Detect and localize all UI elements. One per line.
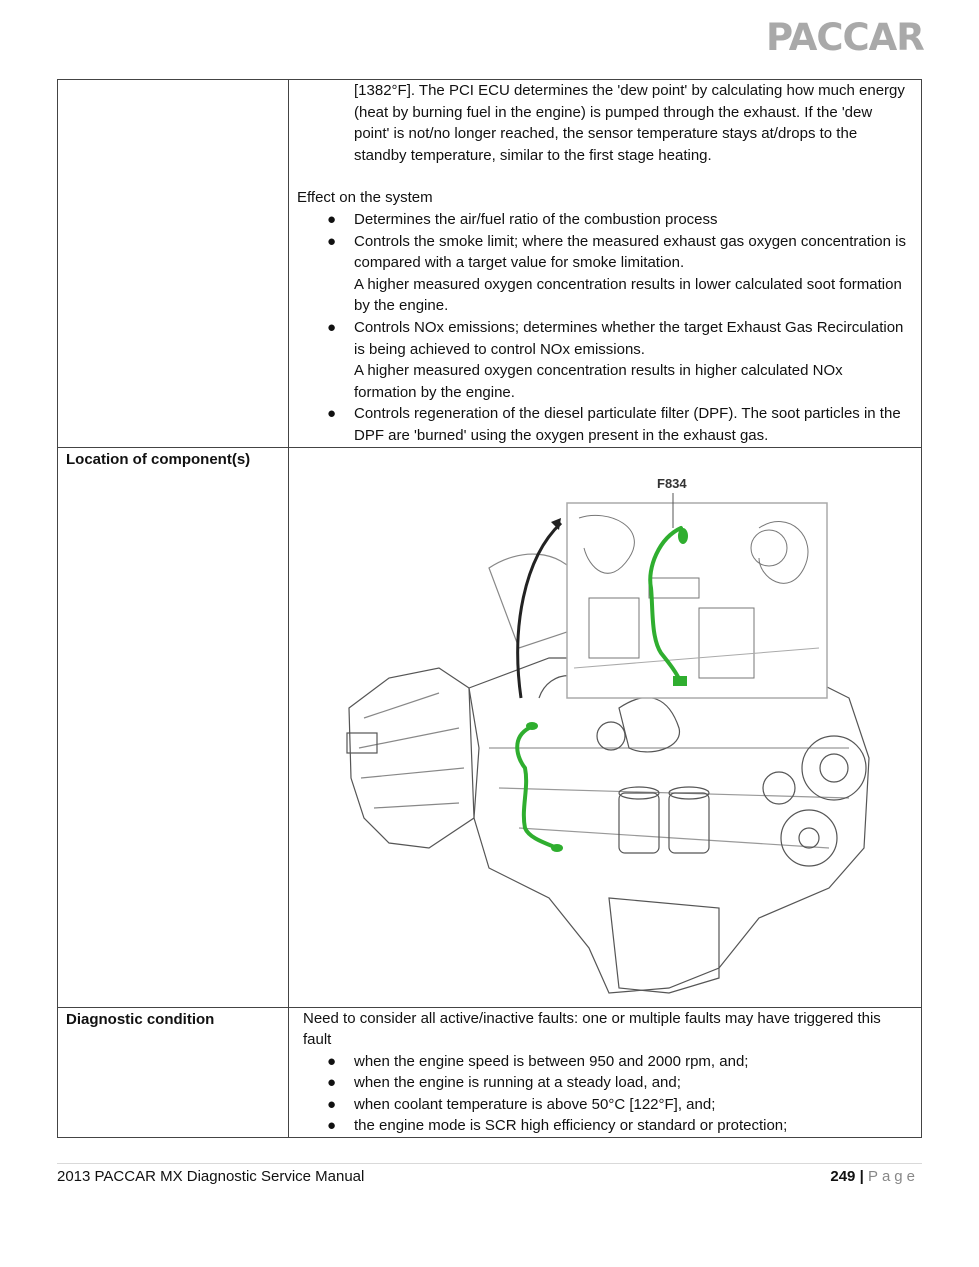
condition-list <box>289 1051 921 1137</box>
list-item: ● when coolant temperature is above 50°C [122°F], and; <box>327 1095 716 1113</box>
figure-cell <box>289 447 922 1007</box>
table-row <box>58 1007 922 1138</box>
pointer-arrow <box>518 523 561 698</box>
component-callout: F834 <box>657 475 687 491</box>
diagnostic-cell <box>289 1007 922 1138</box>
list-item: ● Controls NOx emissions; determines whether the target Exhaust Gas Recirculation is being achieved to control NOx emissions. A higher measured oxygen concentration results in higher calculated NOx formation by the engine. <box>327 318 904 401</box>
list-item: ● when the engine is running at a steady load, and; <box>327 1074 681 1092</box>
effect-list <box>289 209 921 447</box>
footer-title: 2013 PACCAR MX Diagnostic Service Manual <box>57 1168 365 1185</box>
description-cell <box>289 80 922 448</box>
list-item: ● Determines the air/fuel ratio of the combustion process <box>327 210 718 228</box>
page-separator: | <box>859 1168 864 1185</box>
paccar-logo: PACCAR <box>766 16 924 59</box>
effect-heading: Effect on the system <box>297 189 433 207</box>
page-word: Page <box>867 1168 919 1185</box>
location-label: Location of component(s) <box>66 450 251 468</box>
list-item: ● Controls the smoke limit; where the measured exhaust gas oxygen concentration is compared with a target value for smoke limitation. A higher measured oxygen concentration results in lower calculated soot formation by the engine. <box>327 232 906 315</box>
continued-paragraph: [1382°F]. The PCI ECU determines the 'dew point' by calculating how much energy (heat by burning fuel in the engine) is pumped through the exhaust. If the 'dew point' is not/no longer reached, the sensor temperature stays at/drops to the standby temperature, similar to the first stage heating. <box>354 82 905 164</box>
empty-label-cell <box>58 80 289 448</box>
table-row <box>58 447 922 1007</box>
list-item: ● when the engine speed is between 950 and 2000 rpm, and; <box>327 1052 749 1070</box>
page-indicator <box>830 1168 919 1185</box>
diagnostic-label: Diagnostic condition <box>66 1010 215 1028</box>
list-item: ● the engine mode is SCR high efficiency or standard or protection; <box>327 1117 788 1135</box>
diagnostic-table <box>57 79 922 1138</box>
page-number: 249 <box>830 1168 856 1185</box>
diagnostic-intro: Need to consider all active/inactive faults: one or multiple faults may have triggered this fault <box>303 1009 881 1049</box>
detail-inset <box>567 493 827 698</box>
engine-figure <box>289 448 922 1007</box>
list-item: ● Controls regeneration of the diesel particulate filter (DPF). The soot particles in the DPF are 'burned' using the oxygen present in the exhaust gas. <box>327 405 901 444</box>
table-row <box>58 80 922 448</box>
footer-divider <box>57 1163 922 1164</box>
